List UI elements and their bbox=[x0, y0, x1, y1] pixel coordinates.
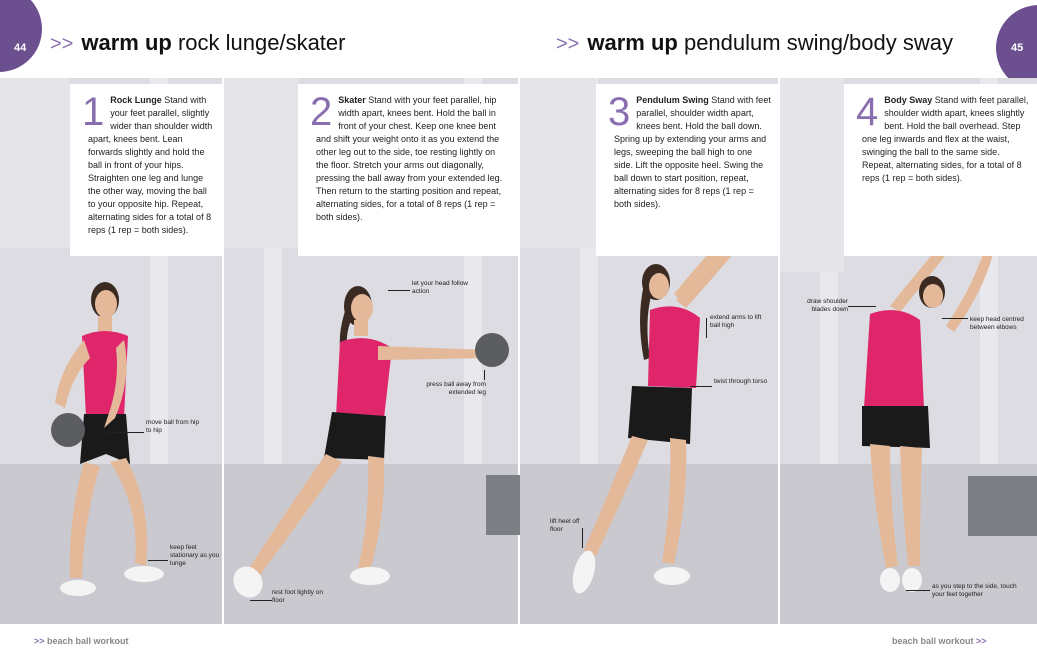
callout-leader bbox=[388, 290, 410, 291]
pendulum-swing-figure bbox=[560, 200, 770, 610]
callout-label: twist through torso bbox=[714, 378, 768, 385]
title-strong: warm up bbox=[81, 30, 172, 55]
exercise-instructions bbox=[596, 84, 778, 256]
callout-label: let your head follow action bbox=[412, 280, 469, 295]
page-number: 44 bbox=[14, 42, 27, 54]
step-number: 4 bbox=[856, 90, 879, 134]
exercise-instructions bbox=[844, 84, 1037, 256]
callout-leader bbox=[690, 386, 712, 387]
exercise-text: Stand with your feet parallel, slightly wider than shoulder width apart, knees bent. Lean forwards slightly and hold the ball in front of your hips. Straighten one leg and lunge the other way, moving the ball to your opposite hip. Repeat, alternating sides for a total of 8 reps (1 rep = both sides). bbox=[88, 95, 213, 235]
page-title bbox=[50, 30, 345, 56]
step-number: 3 bbox=[608, 90, 631, 134]
title-strong: warm up bbox=[587, 30, 678, 55]
start-position-thumbnail bbox=[780, 78, 844, 272]
title-rest: pendulum swing/body sway bbox=[683, 30, 953, 55]
page-footer bbox=[892, 636, 987, 646]
start-position-thumbnail bbox=[0, 78, 70, 248]
callout-label: move ball from hip to hip bbox=[146, 419, 200, 434]
callout-label: keep head centred between elbows bbox=[970, 316, 1024, 331]
start-position-thumbnail bbox=[224, 78, 298, 248]
footer-text: beach ball workout bbox=[47, 636, 129, 646]
exercise-name: Skater bbox=[338, 95, 366, 105]
step-number: 1 bbox=[82, 90, 105, 134]
footer-text: beach ball workout bbox=[892, 636, 974, 646]
page-number-tab bbox=[0, 0, 42, 72]
exercise-name: Rock Lunge bbox=[110, 95, 162, 105]
exercise-name: Pendulum Swing bbox=[636, 95, 709, 105]
callout-label: lift heel off floor bbox=[550, 518, 580, 533]
callout-leader bbox=[942, 318, 968, 319]
exercise-text: Stand with your feet parallel, hip width apart, knees bent. Hold the ball in front of your chest. Keep one knee bent and shift your weight onto it as you extend the other leg out to the side, toe resting lightly on the floor. Stretch your arms out diagonally, pressing the ball away from your extended leg. Then return to the starting position and repeat, alternating sides, for a total of 8 reps (1 rep = both sides). bbox=[316, 95, 503, 222]
title-rest: rock lunge/skater bbox=[177, 30, 346, 55]
callout-label: draw shoulder blades down bbox=[807, 298, 848, 313]
step-number: 2 bbox=[310, 90, 333, 134]
rock-lunge-figure bbox=[20, 278, 180, 618]
skater-figure bbox=[228, 278, 513, 618]
page-number: 45 bbox=[1011, 42, 1024, 54]
callout-leader bbox=[148, 560, 168, 561]
chevrons-icon: >> bbox=[556, 33, 580, 55]
page-title bbox=[556, 30, 953, 56]
chevrons-icon: >> bbox=[34, 636, 45, 646]
callout-label: as you step to the side, touch your feet together bbox=[932, 583, 1017, 598]
chevrons-icon: >> bbox=[50, 33, 74, 55]
callout-leader bbox=[906, 590, 930, 591]
callout-leader bbox=[706, 318, 707, 338]
callout-leader bbox=[848, 306, 876, 307]
callout-label: extend arms to lift ball high bbox=[710, 314, 762, 329]
callout-label: press ball away from extended leg bbox=[426, 381, 486, 396]
exercise-text: Stand with feet parallel, shoulder width apart, knees slightly bent. Hold the ball overhead. Step one leg inwards and flex at the waist, swinging the ball to the same side. Repeat, alternating sides, for a total of 8 reps (1 rep = both sides). bbox=[862, 95, 1029, 183]
page-footer bbox=[34, 636, 129, 646]
callout-leader bbox=[250, 600, 272, 601]
exercise-text: Stand with feet parallel, shoulder width apart, knees bent. Hold the ball down. Spring up by extending your arms and legs, sweeping the ball high to one side. Lift the opposite heel. Swing the ball down to start position, repeat, alternating sides for 8 reps (1 rep = both sides). bbox=[614, 95, 771, 209]
exercise-instructions bbox=[298, 84, 518, 256]
callout-leader bbox=[484, 370, 485, 380]
callout-label: rest foot lightly on floor bbox=[272, 589, 323, 604]
chevrons-icon: >> bbox=[976, 636, 987, 646]
callout-label: keep feet stationary as you lunge bbox=[170, 544, 220, 567]
exercise-instructions bbox=[70, 84, 222, 256]
exercise-name: Body Sway bbox=[884, 95, 933, 105]
callout-leader bbox=[108, 432, 144, 433]
body-sway-figure bbox=[850, 196, 1010, 596]
